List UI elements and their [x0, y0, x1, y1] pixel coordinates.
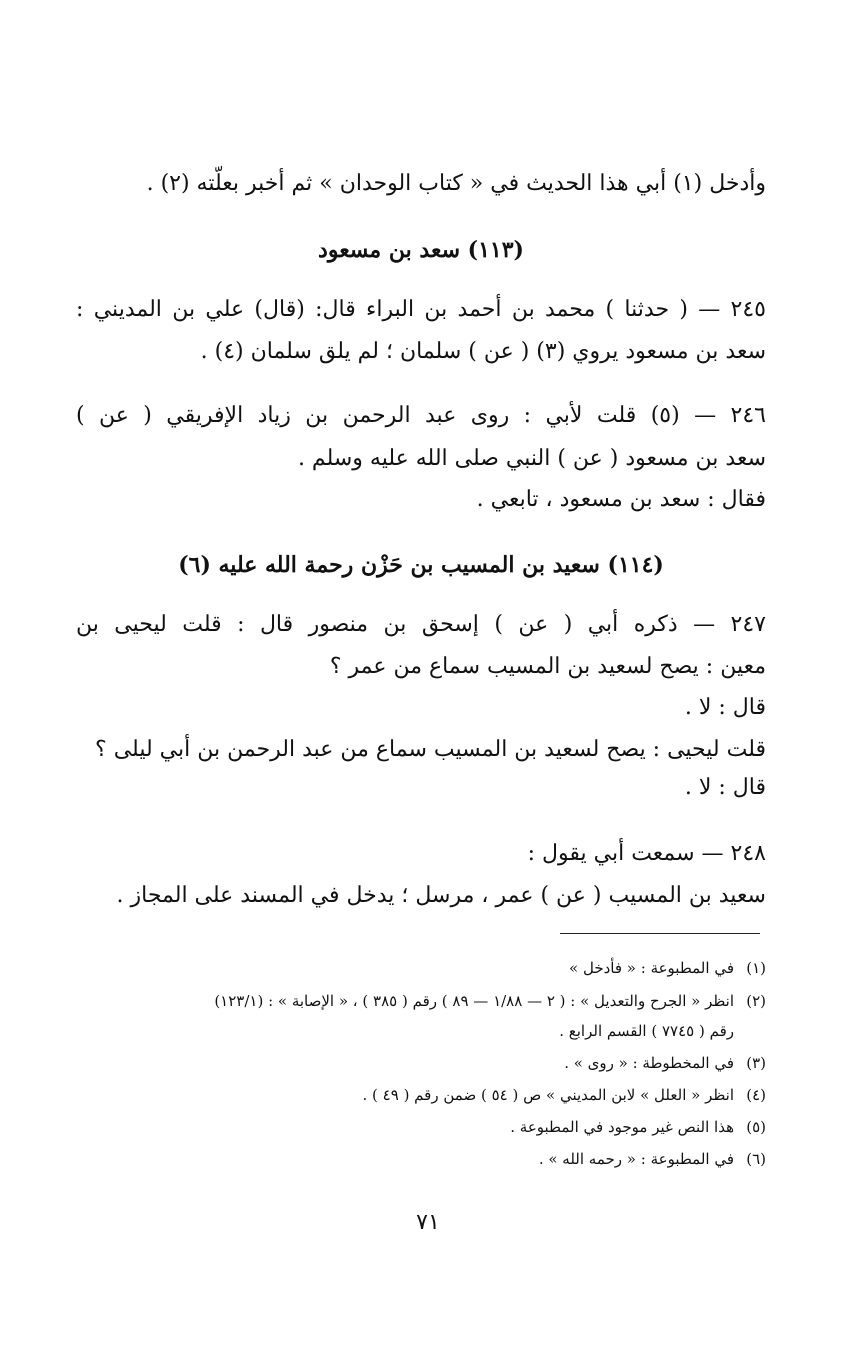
- hadith-247-line-5: قال : لا .: [684, 775, 766, 800]
- hadith-247-line-3: قال : لا .: [684, 695, 766, 720]
- footnote-text: في المطبوعة : « فأدخل »: [569, 959, 734, 977]
- hadith-246-line-2: سعد بن مسعود ( عن ) النبي صلى الله عليه وسلم .: [297, 446, 766, 471]
- footnote-5: [76, 1114, 766, 1140]
- footnote-number: (١): [746, 959, 766, 977]
- footnote-text: انظر « الجرح والتعديل » : ( ٢ — ١/٨٨ — ٨٩ ) رقم ( ٣٨٥ ) ، « الإصابة » : (١٢٣/١): [214, 992, 734, 1010]
- footnote-text: هذا النص غير موجود في المطبوعة .: [510, 1118, 734, 1136]
- hadith-247-line-2: معين : يصح لسعيد بن المسيب سماع من عمر ؟: [329, 654, 766, 679]
- hadith-248-line-1: ٢٤٨ — سمعت أبي يقول :: [527, 841, 766, 866]
- hadith-246-line-1: ٢٤٦ — (٥) قلت لأبي : روى عبد الرحمن بن زياد الإفريقي ( عن ): [76, 403, 766, 428]
- page-number: ٧١: [416, 1210, 440, 1235]
- footnote-number: (٤): [746, 1086, 766, 1104]
- section-heading-114: (١١٤) سعيد بن المسيب بن حَزْن رحمة الله عليه (٦): [178, 552, 664, 578]
- intro-line: وأدخل (١) أبي هذا الحديث في « كتاب الوحدان » ثم أخبر بعلّته (٢) .: [146, 171, 766, 196]
- footnote-text: في المطبوعة : « رحمه الله » .: [538, 1150, 734, 1168]
- footnote-4: [76, 1082, 766, 1108]
- footnote-number: (٥): [746, 1118, 766, 1136]
- hadith-247-line-1: ٢٤٧ — ذكره أبي ( عن ) إسحق بن منصور قال : قلت ليحيى بن: [76, 612, 766, 637]
- footnote-text: في المخطوطة : « روى » .: [564, 1054, 734, 1072]
- section-heading-113: (١١٣) سعد بن مسعود: [318, 237, 524, 263]
- footnote-2-continuation: [44, 1018, 766, 1044]
- footnote-6: [76, 1146, 766, 1172]
- footnote-1: [76, 955, 766, 981]
- footnote-number: (٦): [746, 1150, 766, 1168]
- footnote-3: [76, 1050, 766, 1076]
- footnote-text: انظر « العلل » لابن المديني » ص ( ٥٤ ) ضمن رقم ( ٤٩ ) .: [362, 1086, 734, 1104]
- hadith-248-line-2: سعيد بن المسيب ( عن ) عمر ، مرسل ؛ يدخل في المسند على المجاز .: [116, 883, 766, 908]
- hadith-246-line-3: فقال : سعد بن مسعود ، تابعي .: [476, 487, 766, 512]
- hadith-245-line-2: سعد بن مسعود يروي (٣) ( عن ) سلمان ؛ لم يلق سلمان (٤) .: [200, 339, 766, 364]
- footnote-text: رقم ( ٧٧٤٥ ) القسم الرابع .: [559, 1022, 734, 1040]
- hadith-245-line-1: ٢٤٥ — ( حدثنا ) محمد بن أحمد بن البراء قال: (قال) علي بن المديني :: [76, 297, 766, 322]
- footnote-number: (٢): [746, 992, 766, 1010]
- footnote-2: [76, 988, 766, 1014]
- hadith-247-line-4: قلت ليحيى : يصح لسعيد بن المسيب سماع من عبد الرحمن بن أبي ليلى ؟: [95, 737, 766, 762]
- footnote-separator: [560, 933, 760, 934]
- footnote-number: (٣): [746, 1054, 766, 1072]
